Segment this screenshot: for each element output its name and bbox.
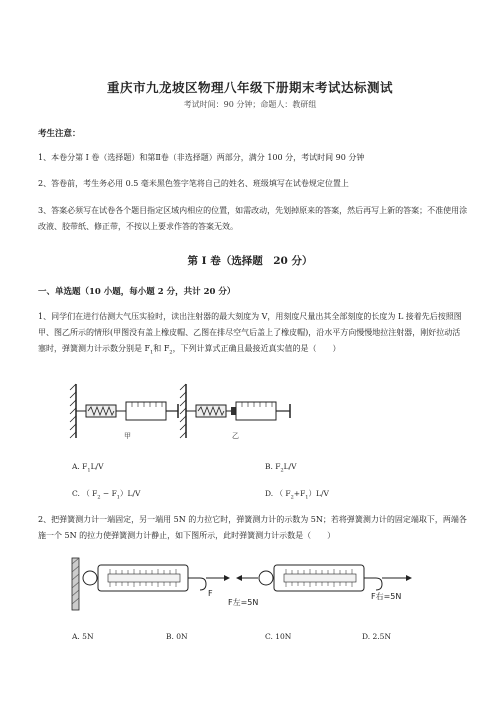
force-label-f: F [208, 589, 213, 598]
exam-subtitle: 考试时间：90 分钟；命题人：教研组 [183, 100, 317, 109]
part-heading: 一、单选题（10 小题，每小题 2 分，共计 20 分） [38, 287, 236, 297]
q1-option-c-sub2: 1 [116, 494, 120, 501]
q1-option-c-mid: − F [100, 489, 117, 498]
q1-option-c-sub: 2 [97, 494, 101, 501]
q2-option-c[interactable]: C. 10N [265, 632, 292, 641]
figure-label-yi: 乙 [232, 432, 239, 440]
figure-label-jia: 甲 [124, 432, 131, 440]
q1-option-b-pre: B. F [265, 462, 281, 471]
q2-option-d[interactable]: D. 2.5N [362, 632, 392, 641]
q1-text-a: 1、同学们在进行估测大气压实验时，读出注射器的最大刻度为 V，用刻度尺量出其全部刻度的长度为 L 接着先后按照图甲、图乙所示的情形(甲图没有盖上橡皮帽、乙图在排尽空气后盖上了橡皮帽)，沿水平方向慢慢地拉注射器，刚好拉动活塞时，弹簧测力计示数分别是 F [38, 312, 462, 353]
q1-option-d-mid: +F [293, 489, 306, 498]
syringe-figure [68, 380, 308, 442]
q1-option-d-sub2: 1 [305, 494, 309, 501]
q1-option-a-pre: A. F [72, 462, 88, 471]
q1-option-a-post: L/V [90, 462, 104, 471]
q1-option-d-pre: D. （ F [265, 489, 291, 498]
note-item-3: 3、答案必须写在试卷各个题目指定区域内相应的位置，如需改动，先划掉原来的答案，然后再写上新的答案；不准使用涂改液、胶带纸、修正带，不按以上要求作答的答案无效。 [38, 206, 468, 231]
q1-option-a-sub: 1 [87, 467, 91, 474]
q1-text-b: 和 F [153, 344, 170, 353]
q2-option-a[interactable]: A. 5N [72, 632, 94, 641]
q1-option-c-pre: C. （ F [72, 489, 98, 498]
q1-option-d-sub: 2 [290, 494, 294, 501]
q1-option-b-sub: 2 [280, 467, 284, 474]
spring-scale-figure [66, 556, 436, 614]
q1-text-c: ，下列计算式正确且最接近真实值的是（ ） [172, 344, 341, 353]
force-label-right: F右=5N [371, 592, 402, 601]
q1-option-b[interactable] [265, 462, 297, 474]
question-2-text: 2、把弹簧测力计一端固定，另一端用 5N 的力拉它时，弹簧测力计的示数为 5N；若将弹簧测力计的固定端取下，两端各施一个 5N 的拉力使弹簧测力计静止，如下图所示，此时弹簧测力计示数是（ ） [38, 515, 467, 540]
q1-option-c-post: ）L/V [119, 489, 141, 498]
q1-option-a[interactable] [72, 462, 104, 474]
q1-sub-2: 2 [169, 349, 173, 356]
q1-option-b-post: L/V [283, 462, 297, 471]
question-1-text [38, 309, 468, 361]
q1-option-c[interactable] [72, 488, 140, 501]
section-heading: 第 I 卷（选择题 20 分） [187, 255, 313, 267]
exam-title: 重庆市九龙坡区物理八年级下册期末考试达标测试 [106, 80, 393, 95]
q1-option-d-post: ）L/V [308, 489, 329, 498]
note-item-2: 2、答卷前，考生务必用 0.5 毫米黑色签字笔将自己的姓名、班级填写在试卷规定位置上 [38, 179, 349, 188]
q2-option-b[interactable]: B. 0N [166, 632, 188, 641]
q1-sub-1: 1 [150, 349, 154, 356]
force-label-left: F左=5N [228, 598, 259, 607]
notes-heading: 考生注意： [38, 129, 81, 139]
q1-option-d[interactable] [265, 488, 329, 501]
note-item-1: 1、本卷分第 I 卷（选择题）和第Ⅱ卷（非选择题）两部分，满分 100 分，考试时间 90 分钟 [38, 153, 365, 162]
